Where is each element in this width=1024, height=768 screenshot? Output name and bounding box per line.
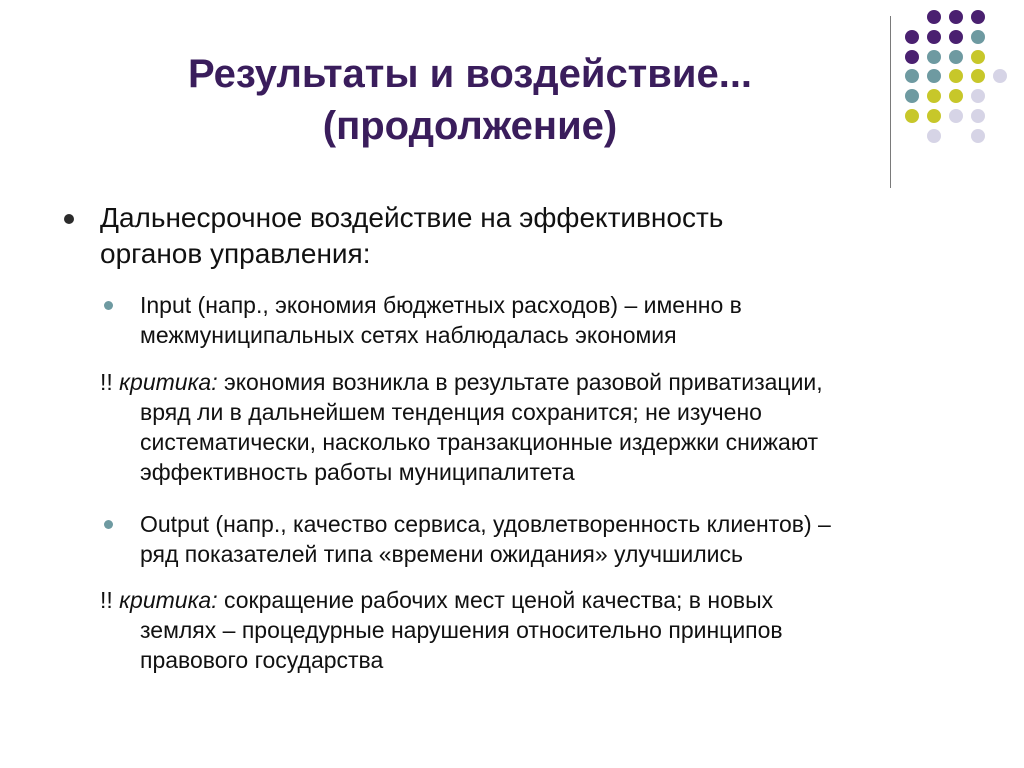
critique-1-line-4: эффективность работы муниципалитета bbox=[140, 459, 575, 485]
input-bullet-line-1: Input (напр., экономия бюджетных расходов) – именно в bbox=[140, 292, 742, 318]
output-bullet bbox=[140, 509, 1010, 569]
critique-2-text: сокращение рабочих мест ценой качества; в новых bbox=[217, 587, 774, 613]
output-bullet-line-2: ряд показателей типа «времени ожидания» улучшились bbox=[140, 541, 743, 567]
critique-1-line-3: систематически, насколько транзакционные издержки снижают bbox=[140, 429, 819, 455]
critique-2-line-1 bbox=[100, 585, 1000, 615]
sub-bullet-dot-icon bbox=[104, 301, 113, 310]
title-line-2: (продолжение) bbox=[322, 104, 618, 148]
bullet-dot-icon bbox=[64, 214, 74, 224]
critique-2-line-2: землях – процедурные нарушения относительно принципов bbox=[140, 617, 783, 643]
critique-2-label: критика: bbox=[119, 587, 218, 613]
critique-1-text: экономия возникла в результате разовой приватизации, bbox=[217, 369, 823, 395]
critique-2 bbox=[100, 585, 1000, 675]
main-bullet-line-2: органов управления: bbox=[100, 238, 371, 269]
critique-1-label: критика: bbox=[119, 369, 218, 395]
sub-bullet-dot-icon bbox=[104, 520, 113, 529]
critique-2-line-3: правового государства bbox=[140, 647, 384, 673]
main-bullet-line-1: Дальнесрочное воздействие на эффективность bbox=[100, 202, 724, 233]
critique-1-prefix: !! bbox=[100, 369, 120, 395]
main-bullet bbox=[100, 200, 900, 272]
output-bullet-line-1: Output (напр., качество сервиса, удовлетворенность клиентов) – bbox=[140, 511, 831, 537]
critique-1-line-1 bbox=[100, 367, 1000, 397]
title-line-1: Результаты и воздействие... bbox=[187, 52, 753, 96]
critique-2-prefix: !! bbox=[100, 587, 120, 613]
critique-1-line-2: вряд ли в дальнейшем тенденция сохранится; не изучено bbox=[140, 399, 762, 425]
input-bullet bbox=[140, 290, 1010, 350]
critique-1 bbox=[100, 367, 1000, 487]
input-bullet-line-2: межмуниципальных сетях наблюдалась экономия bbox=[140, 322, 677, 348]
